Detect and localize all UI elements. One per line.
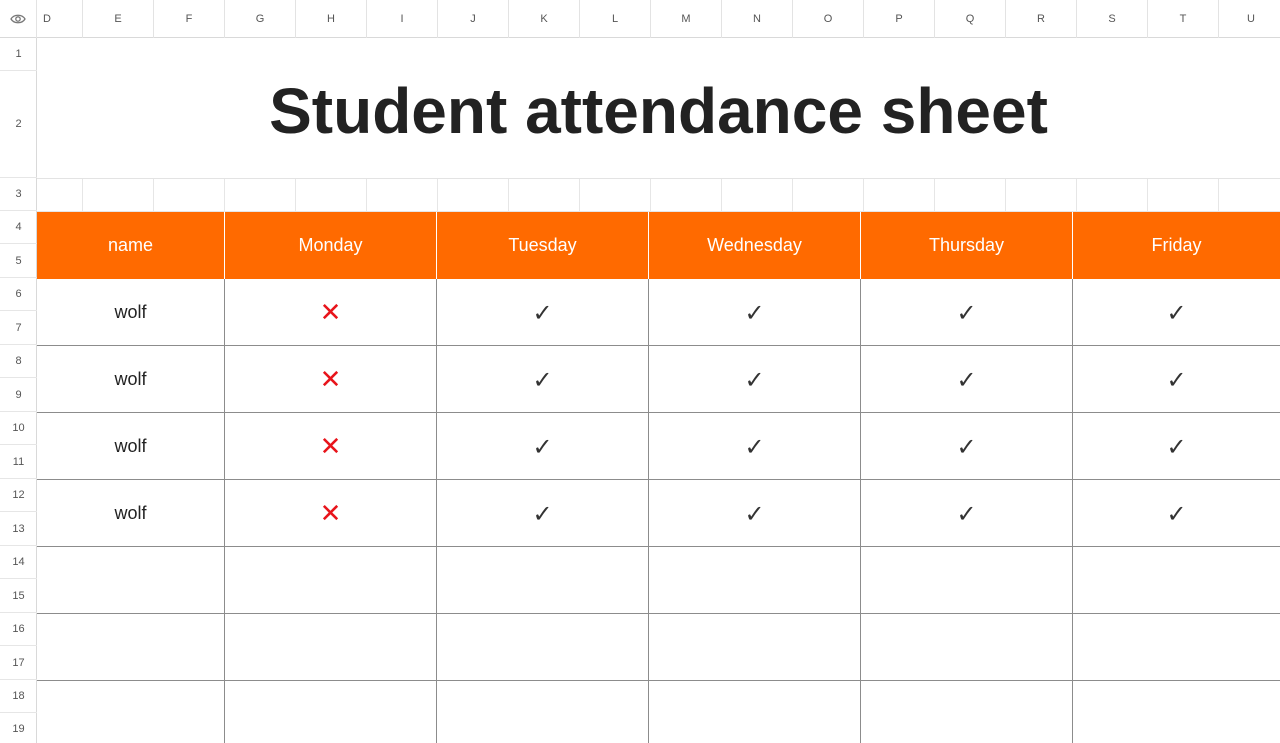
attendance-cell-tuesday[interactable] [437, 547, 649, 614]
header-cell-name[interactable]: name [37, 212, 225, 279]
check-mark-icon: ✓ [532, 499, 553, 528]
attendance-cell-monday[interactable] [225, 614, 437, 681]
attendance-cell-thursday[interactable] [861, 346, 1073, 413]
header-cell-wednesday[interactable]: Wednesday [649, 212, 861, 279]
header-cell-monday[interactable]: Monday [225, 212, 437, 279]
check-mark-icon: ✓ [532, 298, 553, 327]
column-header-k[interactable]: K [509, 0, 580, 38]
attendance-cell-monday[interactable] [225, 346, 437, 413]
empty-cell[interactable] [651, 179, 722, 212]
column-header-g[interactable]: G [225, 0, 296, 38]
check-mark-icon: ✓ [956, 499, 977, 528]
column-header-d[interactable]: D [37, 0, 83, 38]
row-header-15[interactable]: 15 [0, 579, 37, 613]
attendance-cell-tuesday[interactable] [437, 681, 649, 743]
attendance-cell-friday[interactable] [1073, 346, 1280, 413]
empty-cell[interactable] [438, 179, 509, 212]
column-header-m[interactable]: M [651, 0, 722, 38]
attendance-cell-monday[interactable] [225, 547, 437, 614]
column-header-l[interactable]: L [580, 0, 651, 38]
student-name-cell[interactable]: wolf [37, 413, 225, 480]
attendance-cell-thursday[interactable] [861, 681, 1073, 743]
column-header-t[interactable]: T [1148, 0, 1219, 38]
check-mark-icon: ✓ [1166, 298, 1187, 327]
attendance-cell-friday[interactable] [1073, 547, 1280, 614]
student-name-cell[interactable]: wolf [37, 480, 225, 547]
attendance-cell-thursday[interactable] [861, 614, 1073, 681]
row-header-19[interactable]: 19 [0, 713, 37, 743]
attendance-cell-wednesday[interactable] [649, 480, 861, 547]
attendance-cell-thursday[interactable] [861, 480, 1073, 547]
check-mark-icon: ✓ [532, 432, 553, 461]
row-header-3[interactable]: 3 [0, 178, 37, 211]
empty-cell[interactable] [509, 179, 580, 212]
attendance-cell-tuesday[interactable] [437, 480, 649, 547]
empty-cell[interactable] [296, 179, 367, 212]
attendance-cell-friday[interactable] [1073, 614, 1280, 681]
empty-cell[interactable] [722, 179, 793, 212]
header-cell-tuesday[interactable]: Tuesday [437, 212, 649, 279]
table-header-row [37, 212, 1280, 279]
column-header-e[interactable]: E [83, 0, 154, 38]
row-header-7[interactable]: 7 [0, 311, 37, 345]
check-mark-icon: ✓ [532, 365, 553, 394]
check-mark-icon: ✓ [956, 432, 977, 461]
column-header-q[interactable]: Q [935, 0, 1006, 38]
empty-cell[interactable] [1219, 179, 1280, 212]
row-header-2[interactable]: 2 [0, 71, 37, 178]
empty-cell[interactable] [1006, 179, 1077, 212]
column-header-o[interactable]: O [793, 0, 864, 38]
empty-cell[interactable] [83, 179, 154, 212]
attendance-cell-tuesday[interactable] [437, 279, 649, 346]
student-name-cell[interactable] [37, 681, 225, 743]
attendance-cell-tuesday[interactable] [437, 413, 649, 480]
attendance-cell-monday[interactable] [225, 413, 437, 480]
empty-cell[interactable] [935, 179, 1006, 212]
row-header-18[interactable]: 18 [0, 680, 37, 713]
row-header-8[interactable]: 8 [0, 345, 37, 378]
empty-cell[interactable] [154, 179, 225, 212]
row-header-10[interactable]: 10 [0, 412, 37, 445]
row-header-14[interactable]: 14 [0, 546, 37, 579]
attendance-cell-monday[interactable] [225, 279, 437, 346]
column-header-s[interactable]: S [1077, 0, 1148, 38]
check-mark-icon: ✓ [744, 298, 765, 327]
row-header-12[interactable]: 12 [0, 479, 37, 512]
table-row [37, 346, 1280, 413]
attendance-cell-wednesday[interactable] [649, 614, 861, 681]
row-header-1[interactable]: 1 [0, 38, 37, 71]
sheet-title[interactable]: Student attendance sheet [269, 75, 1048, 147]
attendance-cell-thursday[interactable] [861, 279, 1073, 346]
student-name-cell[interactable] [37, 547, 225, 614]
row-header-4[interactable]: 4 [0, 211, 37, 244]
check-mark-icon: ✓ [1166, 499, 1187, 528]
column-header-j[interactable]: J [438, 0, 509, 38]
empty-cell[interactable] [580, 179, 651, 212]
header-cell-friday[interactable]: Friday [1151, 235, 1202, 255]
check-mark-icon: ✓ [1166, 432, 1187, 461]
empty-cell[interactable] [37, 179, 83, 212]
empty-cell[interactable] [1148, 179, 1219, 212]
column-header-u[interactable]: U [1219, 0, 1280, 38]
attendance-cell-wednesday[interactable] [649, 279, 861, 346]
attendance-cell-wednesday[interactable] [649, 346, 861, 413]
select-all-corner[interactable] [0, 0, 37, 38]
row-header-17[interactable]: 17 [0, 646, 37, 680]
attendance-cell-tuesday[interactable] [437, 614, 649, 681]
column-header-i[interactable]: I [367, 0, 438, 38]
empty-cell[interactable] [367, 179, 438, 212]
row-header-13[interactable]: 13 [0, 512, 37, 546]
table-row [37, 681, 1280, 743]
empty-cell[interactable] [864, 179, 935, 212]
attendance-cell-friday[interactable] [1073, 279, 1280, 346]
attendance-cell-monday[interactable] [225, 480, 437, 547]
student-name-cell[interactable]: wolf [37, 279, 225, 346]
row-header-11[interactable]: 11 [0, 445, 37, 479]
column-header-f[interactable]: F [154, 0, 225, 38]
row-header-5[interactable]: 5 [0, 244, 37, 278]
attendance-cell-monday[interactable] [225, 681, 437, 743]
attendance-cell-tuesday[interactable] [437, 346, 649, 413]
check-mark-icon: ✓ [744, 499, 765, 528]
eye-icon [10, 13, 26, 25]
empty-cell[interactable] [1077, 179, 1148, 212]
column-header-bar [0, 0, 1280, 38]
empty-cell[interactable] [225, 179, 296, 212]
row-header-bar [0, 38, 37, 743]
column-header-n[interactable]: N [722, 0, 793, 38]
attendance-cell-thursday[interactable] [861, 413, 1073, 480]
table-row [37, 413, 1280, 480]
attendance-cell-thursday[interactable] [861, 547, 1073, 614]
cross-mark-icon: ✕ [319, 498, 342, 529]
attendance-cell-wednesday[interactable] [649, 547, 861, 614]
table-row [37, 480, 1280, 547]
check-mark-icon: ✓ [956, 365, 977, 394]
check-mark-icon: ✓ [956, 298, 977, 327]
column-header-h[interactable]: H [296, 0, 367, 38]
attendance-cell-wednesday[interactable] [649, 413, 861, 480]
cross-mark-icon: ✕ [319, 297, 342, 328]
attendance-cell-friday[interactable] [1073, 681, 1280, 743]
check-mark-icon: ✓ [744, 365, 765, 394]
cross-mark-icon: ✕ [319, 364, 342, 395]
attendance-cell-friday[interactable] [1073, 413, 1280, 480]
check-mark-icon: ✓ [1166, 365, 1187, 394]
attendance-cell-friday[interactable] [1073, 480, 1280, 547]
column-header-p[interactable]: P [864, 0, 935, 38]
row-header-6[interactable]: 6 [0, 278, 37, 311]
row-header-9[interactable]: 9 [0, 378, 37, 412]
column-header-r[interactable]: R [1006, 0, 1077, 38]
student-name-cell[interactable]: wolf [37, 346, 225, 413]
check-mark-icon: ✓ [744, 432, 765, 461]
table-row [37, 547, 1280, 614]
student-name-cell[interactable] [37, 614, 225, 681]
header-cell-thursday[interactable]: Thursday [861, 212, 1073, 279]
cross-mark-icon: ✕ [319, 431, 342, 462]
attendance-cell-wednesday[interactable] [649, 681, 861, 743]
table-row [37, 279, 1280, 346]
row-header-16[interactable]: 16 [0, 613, 37, 646]
table-row [37, 614, 1280, 681]
empty-cell[interactable] [793, 179, 864, 212]
